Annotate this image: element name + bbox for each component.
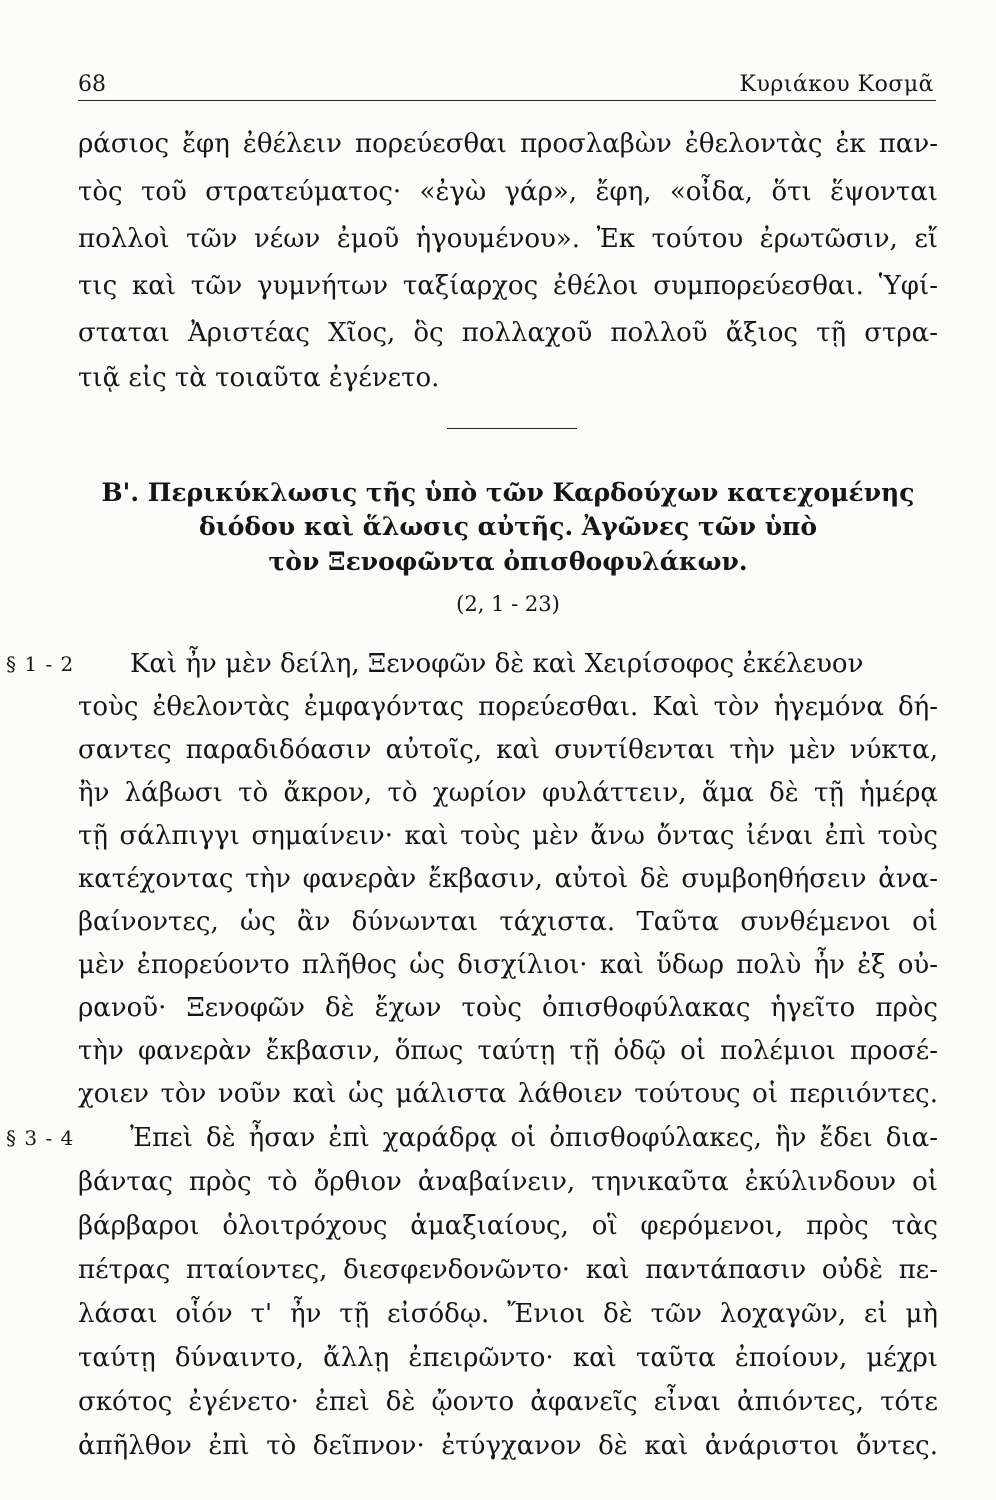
text-line: ἀπῆλθον ἐπὶ τὸ δεῖπνον· ἐτύγχανον δὲ καὶ ἀνάριστοι ὄντες. — [78, 1431, 938, 1461]
margin-section-note: § 1 - 2 — [6, 652, 75, 676]
text-line: πολλοὶ τῶν νέων ἐμοῦ ἡγουμένου». Ἐκ τούτου ἐρωτῶσιν, εἴ — [78, 224, 938, 254]
text-line: λάσαι οἷόν τ' ἦν τῇ εἰσόδῳ. Ἔνιοι δὲ τῶν λοχαγῶν, εἰ μὴ — [78, 1299, 938, 1329]
text-line: Ἐπεὶ δὲ ἦσαν ἐπὶ χαράδρᾳ οἱ ὀπισθοφύλακες, ἣν ἔδει δια- — [130, 1123, 938, 1153]
text-line: ταύτῃ δύναιντο, ἄλλῃ ἐπειρῶντο· καὶ ταῦτα ἐποίουν, μέχρι — [78, 1343, 938, 1373]
text-line: ράσιος ἔφη ἐθέλειν πορεύεσθαι προσλαβὼν ἐθελοντὰς ἐκ παν- — [78, 129, 938, 159]
text-line: τὸς τοῦ στρατεύματος· «ἐγὼ γάρ», ἔφη, «οἶδα, ὅτι ἕψονται — [78, 177, 938, 207]
text-line: πέτρας πταίοντες, διεσφενδονῶντο· καὶ παντάπασιν οὐδὲ πε- — [78, 1255, 938, 1285]
section-reference: (2, 1 - 23) — [456, 592, 560, 616]
text-line: σαντες παραδιδόασιν αὐτοῖς, καὶ συντίθενται τὴν μὲν νύκτα, — [78, 735, 938, 765]
text-line: ρανοῦ· Ξενοφῶν δὲ ἔχων τοὺς ὀπισθοφύλακας ἡγεῖτο πρὸς — [78, 993, 938, 1023]
text-line: τις καὶ τῶν γυμνήτων ταξίαρχος ἐθέλοι συμπορεύεσθαι. Ὑφί- — [78, 271, 938, 301]
text-line: Καὶ ἦν μὲν δείλη, Ξενοφῶν δὲ καὶ Χειρίσοφος ἐκέλευον — [130, 649, 864, 679]
text-line: βάρβαροι ὁλοιτρόχους ἁμαξιαίους, οἳ φερόμενοι, πρὸς τὰς — [78, 1211, 938, 1241]
margin-section-note: § 3 - 4 — [6, 1126, 75, 1150]
text-line: χοιεν τὸν νοῦν καὶ ὡς μάλιστα λάθοιεν τούτους οἱ περιιόντες. — [78, 1079, 938, 1109]
text-line: σκότος ἐγένετο· ἐπεὶ δὲ ᾤοντο ἀφανεῖς εἶναι ἀπιόντες, τότε — [78, 1387, 938, 1417]
section-heading-line: διόδου καὶ ἅλωσις αὐτῆς. Ἀγῶνες τῶν ὑπὸ — [198, 512, 818, 541]
text-line: τοὺς ἐθελοντὰς ἐμφαγόντας πορεύεσθαι. Καὶ τὸν ἡγεμόνα δή- — [78, 692, 938, 722]
text-line: τῇ σάλπιγγι σημαίνειν· καὶ τοὺς μὲν ἄνω ὄντας ἰέναι ἐπὶ τοὺς — [78, 821, 938, 851]
text-line: κατέχοντας τὴν φανερὰν ἔκβασιν, αὐτοὶ δὲ συμβοηθήσειν ἀνα- — [78, 864, 938, 894]
text-line: βαίνοντες, ὡς ἂν δύνωνται τάχιστα. Ταῦτα συνθέμενοι οἱ — [78, 907, 938, 937]
section-heading-line: τὸν Ξενοφῶντα ὀπισθοφυλάκων. — [268, 547, 748, 576]
text-line: μὲν ἐπορεύοντο πλῆθος ὡς δισχίλιοι· καὶ ὕδωρ πολὺ ἦν ἐξ οὐ- — [78, 950, 938, 980]
text-line: τιᾷ εἰς τὰ τοιαῦτα ἐγένετο. — [78, 363, 440, 393]
text-line: ἢν λάβωσι τὸ ἄκρον, τὸ χωρίον φυλάττειν, ἅμα δὲ τῇ ἡμέρᾳ — [78, 778, 938, 808]
running-head: Κυριάκου Κοσμᾶ — [739, 72, 934, 97]
text-line: τὴν φανερὰν ἔκβασιν, ὅπως ταύτῃ τῇ ὁδῷ οἱ πολέμιοι προσέ- — [78, 1036, 938, 1066]
page-header — [78, 70, 936, 101]
text-line: βάντας πρὸς τὸ ὄρθιον ἀναβαίνειν, τηνικαῦτα ἐκύλινδουν οἱ — [78, 1167, 938, 1197]
page-number: 68 — [78, 72, 106, 97]
section-heading-line: Β'. Περικύκλωσις τῆς ὑπὸ τῶν Καρδούχων κατεχομένης — [101, 478, 915, 507]
text-line: σταται Ἀριστέας Χῖος, ὃς πολλαχοῦ πολλοῦ ἄξιος τῇ στρα- — [78, 318, 938, 348]
section-divider — [447, 428, 577, 429]
